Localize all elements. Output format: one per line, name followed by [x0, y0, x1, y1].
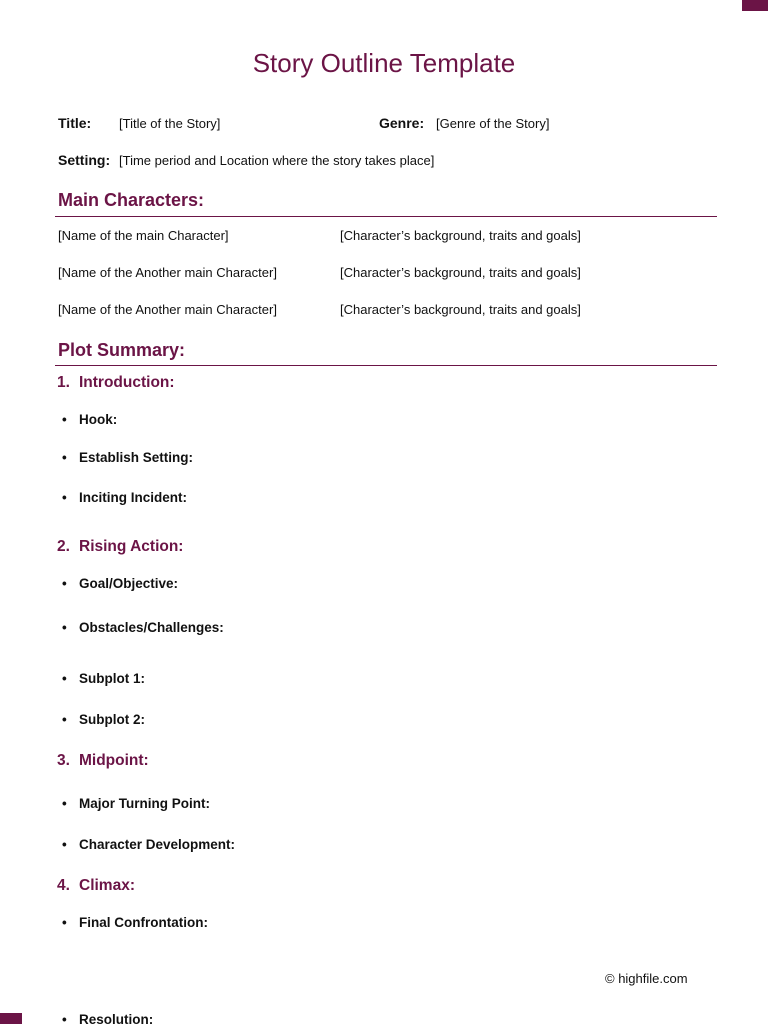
- section-introduction-heading: 1. Introduction:: [57, 374, 175, 391]
- character-details: [Character’s background, traits and goals]: [340, 265, 581, 280]
- list-item-resolution: • Resolution:: [62, 1012, 154, 1027]
- list-item-subplot-2: • Subplot 2:: [62, 712, 145, 727]
- genre-value: [Genre of the Story]: [436, 116, 550, 131]
- corner-accent-top: [742, 0, 768, 11]
- main-characters-heading: Main Characters:: [58, 190, 205, 210]
- list-item-hook: • Hook:: [62, 412, 118, 427]
- title-value: [Title of the Story]: [119, 116, 221, 131]
- section-climax-heading: 4. Climax:: [57, 877, 135, 894]
- list-item-goal-objective: • Goal/Objective:: [62, 576, 179, 591]
- plot-summary-heading: Plot Summary:: [58, 340, 186, 360]
- section-rising-action-heading: 2. Rising Action:: [57, 538, 184, 555]
- list-item-obstacles-challenges: • Obstacles/Challenges:: [62, 620, 224, 635]
- list-item-final-confrontation: • Final Confrontation:: [62, 915, 208, 930]
- corner-accent-bottom: [0, 1013, 22, 1024]
- document-title: Story Outline Template: [252, 48, 516, 78]
- character-details: [Character’s background, traits and goals]: [340, 302, 581, 317]
- footer-copyright: © highfile.com: [605, 971, 688, 986]
- setting-value: [Time period and Location where the story takes place]: [119, 153, 435, 168]
- list-item-subplot-1: • Subplot 1:: [62, 671, 145, 686]
- character-details: [Character’s background, traits and goals]: [340, 228, 581, 243]
- character-name: [Name of the Another main Character]: [58, 265, 277, 280]
- main-characters-divider: [55, 216, 717, 217]
- list-item-inciting-incident: • Inciting Incident:: [62, 490, 187, 505]
- section-midpoint-heading: 3. Midpoint:: [57, 752, 149, 769]
- genre-label: Genre:: [379, 115, 425, 131]
- list-item-major-turning-point: • Major Turning Point:: [62, 796, 210, 811]
- list-item-establish-setting: • Establish Setting:: [62, 450, 194, 465]
- title-label: Title:: [58, 115, 92, 131]
- setting-label: Setting:: [58, 152, 111, 168]
- plot-summary-divider: [55, 365, 717, 366]
- list-item-character-development: • Character Development:: [62, 837, 236, 852]
- character-name: [Name of the Another main Character]: [58, 302, 277, 317]
- character-name: [Name of the main Character]: [58, 228, 229, 243]
